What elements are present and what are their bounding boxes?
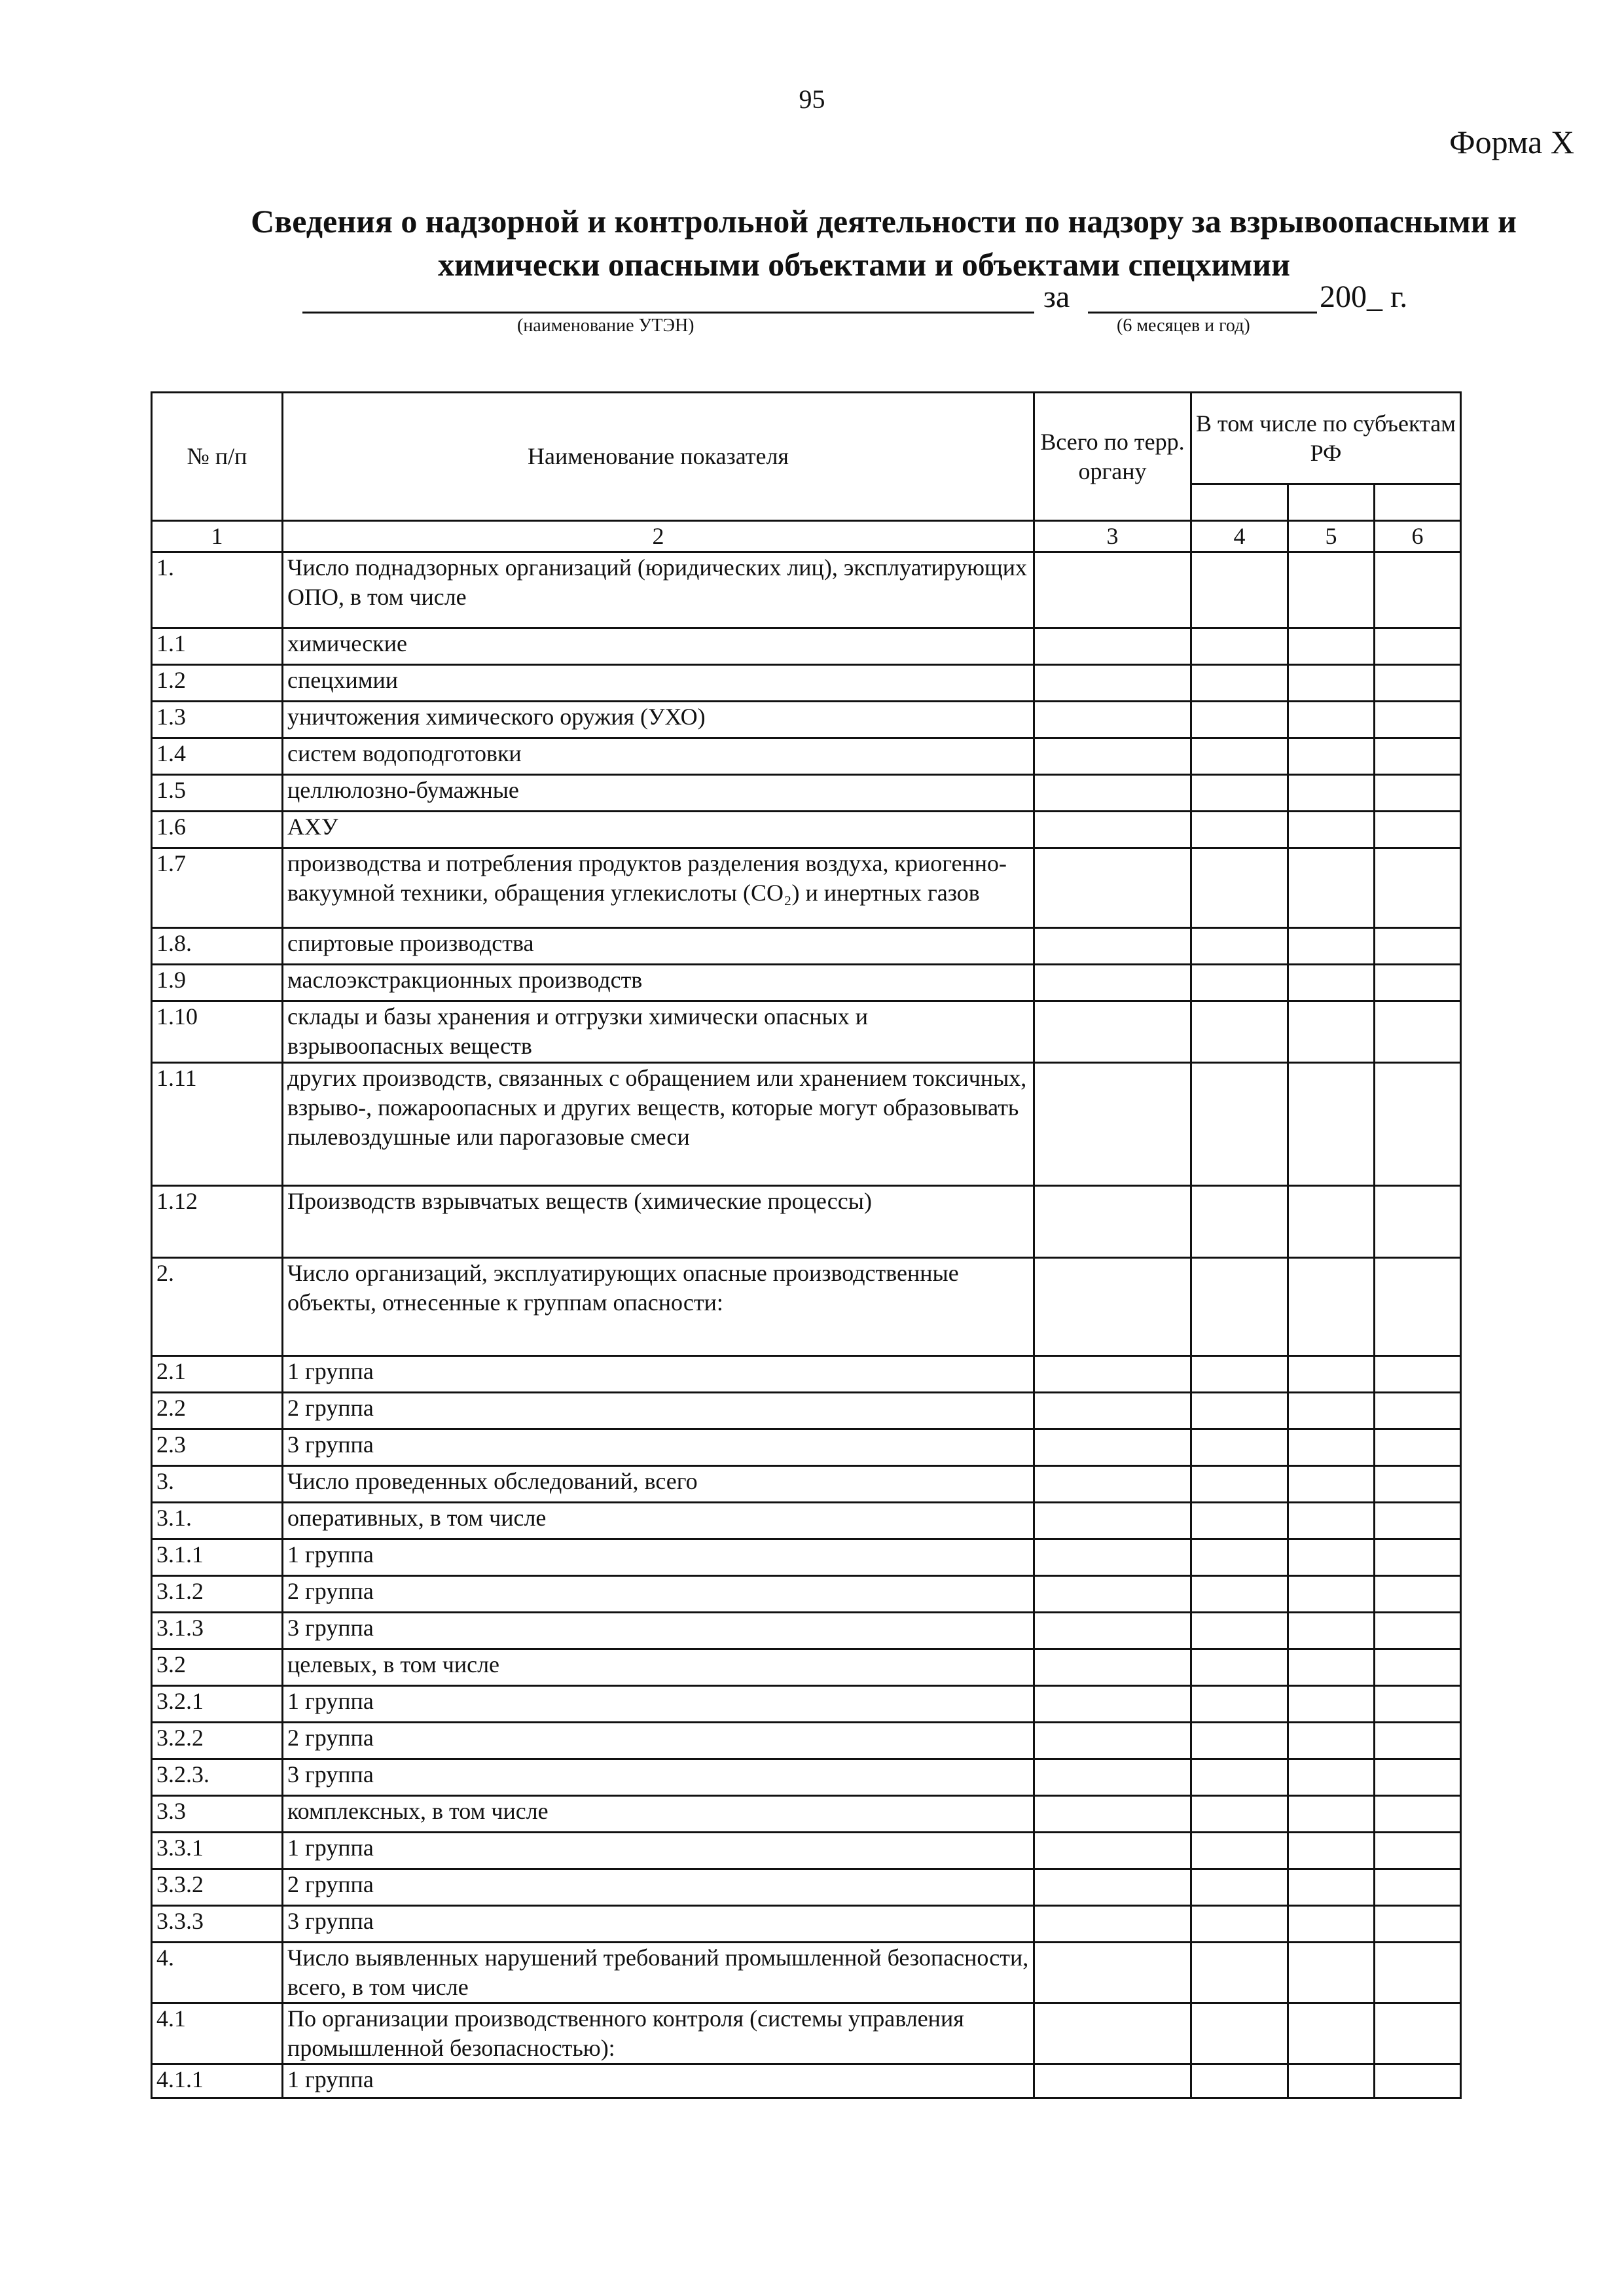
total-cell[interactable] [1034,1186,1191,1258]
row-number: 1.12 [152,1186,283,1258]
subject-cell-1[interactable] [1191,1649,1288,1686]
table-row [152,552,1461,628]
subject-cell-1[interactable] [1191,1686,1288,1723]
total-cell[interactable] [1034,965,1191,1001]
row-indicator-name: 3 группа [283,1613,1034,1649]
subject-cell-3[interactable] [1375,552,1461,628]
table-row [152,2003,1461,2064]
row-number: 4.1 [152,2003,283,2064]
row-indicator-name: 2 группа [283,1869,1034,1906]
row-indicator-name: Число поднадзорных организаций (юридических лиц), эксплуатирующих ОПО, в том числе [283,552,1034,628]
subject-cell-2[interactable] [1288,1356,1375,1393]
subject-cell-3[interactable] [1375,1906,1461,1943]
subject-cell-2[interactable] [1288,965,1375,1001]
column-number: 1 [152,521,283,552]
subject-cell-1[interactable] [1191,552,1288,628]
header-number: № п/п [152,393,283,521]
subject-cell-3[interactable] [1375,775,1461,812]
subject-cell-3[interactable] [1375,628,1461,665]
total-cell[interactable] [1034,628,1191,665]
total-cell[interactable] [1034,1576,1191,1613]
table-row [152,702,1461,738]
row-number: 1.5 [152,775,283,812]
subject-cell-2[interactable] [1288,2064,1375,2098]
table-row [152,2064,1461,2098]
subject-cell-2[interactable] [1288,1759,1375,1796]
table-row [152,1393,1461,1429]
row-number: 3.3.2 [152,1869,283,1906]
row-indicator-name: 1 группа [283,1356,1034,1393]
row-indicator-name: 1 группа [283,1833,1034,1869]
subject-cell-1[interactable] [1191,1576,1288,1613]
row-number: 1.11 [152,1063,283,1186]
subject-cell-2[interactable] [1288,1796,1375,1833]
row-indicator-name: спиртовые производства [283,928,1034,965]
subject-cell-1[interactable] [1191,928,1288,965]
table-row [152,775,1461,812]
total-cell[interactable] [1034,775,1191,812]
row-number: 1.2 [152,665,283,702]
subject-cell-2[interactable] [1288,702,1375,738]
subject-cell-3[interactable] [1375,1869,1461,1906]
total-cell[interactable] [1034,1466,1191,1503]
row-indicator-name: Производств взрывчатых веществ (химические процессы) [283,1186,1034,1258]
row-indicator-name: 2 группа [283,1723,1034,1759]
row-indicator-name: По организации производственного контроля (системы управления промышленной безопасностью): [283,2003,1034,2064]
subject-cell-1[interactable] [1191,1503,1288,1539]
total-cell[interactable] [1034,1539,1191,1576]
row-indicator-name: АХУ [283,812,1034,848]
subject-cell-3[interactable] [1375,1723,1461,1759]
row-number: 1.7 [152,848,283,928]
row-indicator-name: 3 группа [283,1759,1034,1796]
row-indicator-name: Число организаций, эксплуатирующих опасные производственные объекты, отнесенные к группам опасности: [283,1258,1034,1356]
subject-cell-2[interactable] [1288,812,1375,848]
row-number: 3.1. [152,1503,283,1539]
total-cell[interactable] [1034,1429,1191,1466]
subject-cell-1[interactable] [1191,1943,1288,2003]
row-number: 3.3.1 [152,1833,283,1869]
subject-cell-2[interactable] [1288,1063,1375,1186]
row-indicator-name: химические [283,628,1034,665]
column-number: 6 [1375,521,1461,552]
table-row [152,1063,1461,1186]
table-row [152,1258,1461,1356]
period-blank-line [1088,312,1317,314]
total-cell[interactable] [1034,665,1191,702]
row-number: 3.2.1 [152,1686,283,1723]
row-indicator-name: комплексных, в том числе [283,1796,1034,1833]
table-row [152,1833,1461,1869]
subject-cell-3[interactable] [1375,1759,1461,1796]
subject-cell-2[interactable] [1288,1576,1375,1613]
subject-cell-1[interactable] [1191,812,1288,848]
header-subject-3 [1375,484,1461,521]
row-number: 3.2.2 [152,1723,283,1759]
subject-cell-3[interactable] [1375,965,1461,1001]
subject-cell-2[interactable] [1288,848,1375,928]
row-number: 1.9 [152,965,283,1001]
row-number: 3.1.2 [152,1576,283,1613]
year-text: 200_ г. [1320,279,1408,314]
table-row [152,1539,1461,1576]
subject-cell-3[interactable] [1375,1186,1461,1258]
subject-cell-3[interactable] [1375,738,1461,775]
total-cell[interactable] [1034,1723,1191,1759]
subject-cell-2[interactable] [1288,1943,1375,2003]
total-cell[interactable] [1034,1869,1191,1906]
subject-cell-2[interactable] [1288,1503,1375,1539]
row-indicator-name: производства и потребления продуктов разделения воздуха, криогенно-вакуумной техники, обращения углекислоты (CO₂) и инертных газов [283,848,1034,928]
subject-cell-2[interactable] [1288,1613,1375,1649]
subject-cell-3[interactable] [1375,812,1461,848]
subject-cell-1[interactable] [1191,1613,1288,1649]
subject-cell-3[interactable] [1375,2003,1461,2064]
table-row [152,1759,1461,1796]
row-indicator-name: 1 группа [283,1539,1034,1576]
row-number: 4. [152,1943,283,2003]
header-subject-1 [1191,484,1288,521]
subject-cell-2[interactable] [1288,1723,1375,1759]
subject-cell-3[interactable] [1375,1539,1461,1576]
row-indicator-name: систем водоподготовки [283,738,1034,775]
subject-cell-1[interactable] [1191,1906,1288,1943]
row-number: 2.1 [152,1356,283,1393]
row-number: 1.8. [152,928,283,965]
subject-cell-1[interactable] [1191,1063,1288,1186]
subject-cell-3[interactable] [1375,1001,1461,1063]
for-word: за [1043,279,1070,314]
subject-cell-2[interactable] [1288,928,1375,965]
header-subject-2 [1288,484,1375,521]
total-cell[interactable] [1034,2064,1191,2098]
total-cell[interactable] [1034,848,1191,928]
subject-cell-2[interactable] [1288,1393,1375,1429]
table-row [152,1429,1461,1466]
subject-cell-3[interactable] [1375,1613,1461,1649]
row-number: 2. [152,1258,283,1356]
total-cell[interactable] [1034,1258,1191,1356]
header-by-subjects: В том числе по субъектам РФ [1191,393,1461,484]
row-indicator-name: целлюлозно-бумажные [283,775,1034,812]
subject-cell-1[interactable] [1191,1723,1288,1759]
row-number: 1.6 [152,812,283,848]
row-number: 2.2 [152,1393,283,1429]
title-line-1: Сведения о надзорной и контрольной деятельности по надзору за взрывоопасными и [251,203,1517,240]
table-row [152,848,1461,928]
page-number: 95 [799,84,825,114]
row-number: 3.3.3 [152,1906,283,1943]
total-cell[interactable] [1034,928,1191,965]
subject-cell-1[interactable] [1191,775,1288,812]
subject-cell-1[interactable] [1191,1001,1288,1063]
row-number: 1.4 [152,738,283,775]
subject-cell-2[interactable] [1288,552,1375,628]
row-number: 3.1.1 [152,1539,283,1576]
subject-cell-2[interactable] [1288,1686,1375,1723]
subject-cell-2[interactable] [1288,628,1375,665]
row-number: 4.1.1 [152,2064,283,2098]
table-row [152,1649,1461,1686]
subject-cell-3[interactable] [1375,1686,1461,1723]
column-number: 3 [1034,521,1191,552]
table-row [152,1503,1461,1539]
table-row [152,812,1461,848]
subject-cell-1[interactable] [1191,1869,1288,1906]
total-cell[interactable] [1034,1393,1191,1429]
subject-cell-3[interactable] [1375,848,1461,928]
org-name-caption: (наименование УТЭН) [517,315,695,336]
subject-cell-1[interactable] [1191,848,1288,928]
row-indicator-name: 3 группа [283,1429,1034,1466]
row-number: 3.1.3 [152,1613,283,1649]
subject-cell-2[interactable] [1288,738,1375,775]
row-indicator-name: 1 группа [283,1686,1034,1723]
subject-cell-2[interactable] [1288,2003,1375,2064]
subject-cell-3[interactable] [1375,1796,1461,1833]
total-cell[interactable] [1034,1833,1191,1869]
total-cell[interactable] [1034,1613,1191,1649]
subject-cell-3[interactable] [1375,1576,1461,1613]
subject-cell-2[interactable] [1288,1186,1375,1258]
subject-cell-3[interactable] [1375,1833,1461,1869]
row-number: 3. [152,1466,283,1503]
subject-cell-3[interactable] [1375,1258,1461,1356]
table-row [152,965,1461,1001]
subject-cell-2[interactable] [1288,1466,1375,1503]
row-number: 1.1 [152,628,283,665]
row-number: 3.2 [152,1649,283,1686]
table-row [152,1356,1461,1393]
subject-cell-3[interactable] [1375,665,1461,702]
total-cell[interactable] [1034,1943,1191,2003]
table-row [152,1723,1461,1759]
row-indicator-name: 3 группа [283,1906,1034,1943]
table-row [152,1466,1461,1503]
column-number: 2 [283,521,1034,552]
subject-cell-1[interactable] [1191,1186,1288,1258]
row-number: 3.3 [152,1796,283,1833]
subject-cell-1[interactable] [1191,1258,1288,1356]
header-indicator-name: Наименование показателя [283,393,1034,521]
total-cell[interactable] [1034,1503,1191,1539]
row-indicator-name: Число выявленных нарушений требований промышленной безопасности, всего, в том числе [283,1943,1034,2003]
row-indicator-name: маслоэкстракционных производств [283,965,1034,1001]
subject-cell-3[interactable] [1375,1466,1461,1503]
row-indicator-name: других производств, связанных с обращением или хранением токсичных, взрыво-, пожароопасных и других веществ, которые могут образовывать пылевоздушные или парогазовые смеси [283,1063,1034,1186]
row-indicator-name: уничтожения химического оружия (УХО) [283,702,1034,738]
row-number: 3.2.3. [152,1759,283,1796]
total-cell[interactable] [1034,1686,1191,1723]
subject-cell-1[interactable] [1191,1356,1288,1393]
subject-cell-2[interactable] [1288,1258,1375,1356]
period-caption: (6 месяцев и год) [1117,315,1250,336]
column-number: 4 [1191,521,1288,552]
subject-cell-1[interactable] [1191,1796,1288,1833]
subject-cell-2[interactable] [1288,1429,1375,1466]
row-indicator-name: 1 группа [283,2064,1034,2098]
subject-cell-3[interactable] [1375,702,1461,738]
subject-cell-3[interactable] [1375,1356,1461,1393]
subject-cell-3[interactable] [1375,1503,1461,1539]
subject-cell-3[interactable] [1375,1393,1461,1429]
subject-cell-1[interactable] [1191,1393,1288,1429]
subject-cell-3[interactable] [1375,1943,1461,2003]
table-row [152,1869,1461,1906]
row-indicator-name: оперативных, в том числе [283,1503,1034,1539]
subject-cell-3[interactable] [1375,2064,1461,2098]
total-cell[interactable] [1034,1649,1191,1686]
table-row [152,1943,1461,2003]
row-number: 1.3 [152,702,283,738]
column-number-row [152,521,1461,552]
page-title [131,200,1624,286]
subject-cell-2[interactable] [1288,1649,1375,1686]
subject-cell-2[interactable] [1288,1833,1375,1869]
subject-cell-2[interactable] [1288,775,1375,812]
column-number: 5 [1288,521,1375,552]
subject-cell-1[interactable] [1191,702,1288,738]
row-indicator-name: спецхимии [283,665,1034,702]
total-cell[interactable] [1034,1356,1191,1393]
subject-cell-3[interactable] [1375,1649,1461,1686]
table-row [152,928,1461,965]
subject-cell-1[interactable] [1191,2064,1288,2098]
table-row [152,1796,1461,1833]
header-total: Всего по терр. органу [1034,393,1191,521]
title-line-2: химически опасными объектами и объектами спецхимии [438,246,1290,283]
subject-cell-3[interactable] [1375,1429,1461,1466]
subject-cell-1[interactable] [1191,665,1288,702]
row-indicator-name: 2 группа [283,1393,1034,1429]
subject-cell-1[interactable] [1191,2003,1288,2064]
subject-cell-2[interactable] [1288,1869,1375,1906]
total-cell[interactable] [1034,1063,1191,1186]
subject-cell-1[interactable] [1191,1759,1288,1796]
subject-cell-1[interactable] [1191,1539,1288,1576]
subject-cell-2[interactable] [1288,1539,1375,1576]
subject-cell-1[interactable] [1191,1429,1288,1466]
table-row [152,1576,1461,1613]
subject-cell-2[interactable] [1288,665,1375,702]
table-row [152,738,1461,775]
subject-cell-1[interactable] [1191,628,1288,665]
total-cell[interactable] [1034,738,1191,775]
total-cell[interactable] [1034,812,1191,848]
subject-cell-3[interactable] [1375,928,1461,965]
total-cell[interactable] [1034,1796,1191,1833]
total-cell[interactable] [1034,2003,1191,2064]
subject-cell-2[interactable] [1288,1906,1375,1943]
subject-cell-1[interactable] [1191,965,1288,1001]
table-row [152,1906,1461,1943]
report-table [151,391,1462,2099]
total-cell[interactable] [1034,1759,1191,1796]
table-row [152,1186,1461,1258]
subject-cell-1[interactable] [1191,1466,1288,1503]
row-number: 2.3 [152,1429,283,1466]
subject-cell-1[interactable] [1191,738,1288,775]
table-row [152,665,1461,702]
table-row [152,1686,1461,1723]
total-cell[interactable] [1034,1906,1191,1943]
row-number: 1.10 [152,1001,283,1063]
table-row [152,1001,1461,1063]
row-indicator-name: 2 группа [283,1576,1034,1613]
table-row [152,1613,1461,1649]
total-cell[interactable] [1034,702,1191,738]
total-cell[interactable] [1034,1001,1191,1063]
row-indicator-name: Число проведенных обследований, всего [283,1466,1034,1503]
org-name-blank-line [302,312,1034,314]
row-indicator-name: целевых, в том числе [283,1649,1034,1686]
form-label: Форма X [1449,124,1574,160]
subject-cell-1[interactable] [1191,1833,1288,1869]
total-cell[interactable] [1034,552,1191,628]
subject-cell-3[interactable] [1375,1063,1461,1186]
subject-cell-2[interactable] [1288,1001,1375,1063]
table-row [152,628,1461,665]
row-number: 1. [152,552,283,628]
row-indicator-name: склады и базы хранения и отгрузки химически опасных и взрывоопасных веществ [283,1001,1034,1063]
